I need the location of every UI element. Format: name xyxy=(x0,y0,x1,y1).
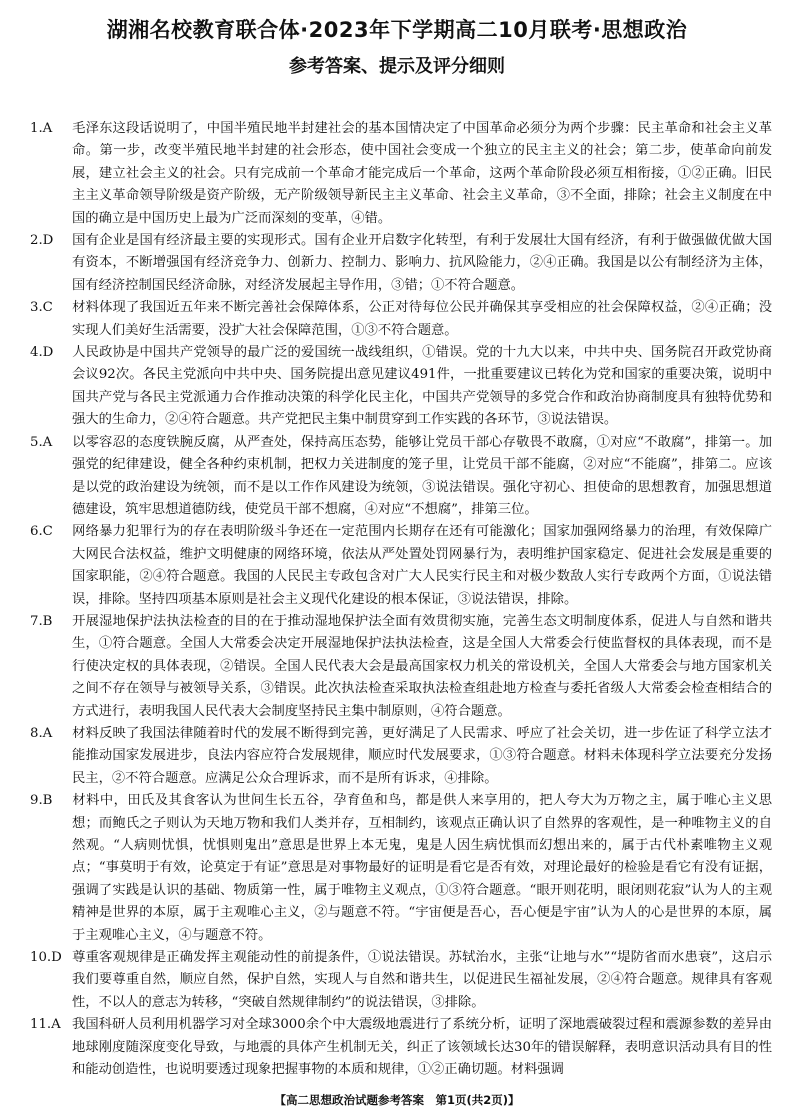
answer-number: 10.D xyxy=(30,950,62,966)
answer-item-3 xyxy=(30,297,772,342)
answer-item-1 xyxy=(30,118,772,230)
answer-explanation: 尊重客观规律是正确发挥主观能动性的前提条件，①说法错误。苏轼治水，主张“让地与水”“堤防省而水患衰”，这启示我们要尊重自然，顺应自然，保护自然，实现人与自然和谐共生，以促进民生福祉发展，②④符合题意。规律具有客观性，不以人的意志为转移，“突破自然规律制约”的说法错误，③排除。 xyxy=(72,950,772,1010)
answer-number: 2.D xyxy=(30,233,54,249)
answer-number: 11.A xyxy=(30,1017,61,1033)
answer-item-4 xyxy=(30,342,772,432)
answer-explanation: 毛泽东这段话说明了，中国半殖民地半封建社会的基本国情决定了中国革命必须分为两个步骤：民主革命和社会主义革命。第一步，改变半殖民地半封建的社会形态，使中国社会变成一个独立的民主主义的社会；第二步，使革命向前发展，建立社会主义的社会。只有完成前一个革命才能完成后一个革命，这两个革命阶段必须互相衔接，①②正确。旧民主主义革命领导阶级是资产阶级，无产阶级领导新民主主义革命、社会主义革命，③不全面，排除；社会主义制度在中国的确立是中国历史上最为广泛而深刻的变革，④错。 xyxy=(72,121,772,226)
answer-list xyxy=(30,118,772,1081)
answer-explanation: 材料中，田氏及其食客认为世间生长五谷，孕育鱼和鸟，都是供人来享用的，把人夸大为万物之主，属于唯心主义思想；而鲍氏之子则认为天地万物和我们人类并存，互相制约，该观点正确认识了自然界的客观性，是一种唯物主义的自然观。“人病则忧惧，忧惧则鬼出”意思是世界上本无鬼，鬼是人因生病忧惧而幻想出来的，属于古代朴素唯物主义观点；“事莫明于有效，论莫定于有证”意思是对事物最好的证明是看它是否有效，对理论最好的检验是看它有没有证据，强调了实践是认识的基础、物质第一性，属于唯物主义观点，①③符合题意。“眼开则花明，眼闭则花寂”认为人的主观精神是世界的本原，属于主观唯心主义，②与题意不符。“宇宙便是吾心，吾心便是宇宙”认为人的心是世界的本原，属于主观唯心主义，④与题意不符。 xyxy=(72,793,772,943)
answer-explanation: 材料反映了我国法律随着时代的发展不断得到完善，更好满足了人民需求、呼应了社会关切，进一步佐证了科学立法才能推动国家发展进步，良法内容应符合发展规律，顺应时代发展要求，①③符合题意。材料未体现科学立法要充分发扬民主，②不符合题意。应满足公众合理诉求，而不是所有诉求，④排除。 xyxy=(72,725,772,786)
answer-explanation: 开展湿地保护法执法检查的目的在于推动湿地保护法全面有效贯彻实施，完善生态文明制度体系，促进人与自然和谐共生，①符合题意。全国人大常委会决定开展湿地保护法执法检查，这是全国人大常委会行使监督权的具体表现，而不是行使决定权的具体表现，②错误。全国人民代表大会是最高国家权力机关的常设机关，全国人大常委会与地方国家机关之间不存在领导与被领导关系，③错误。此次执法检查采取执法检查组赴地方检查与委托省级人大常委会检查相结合的方式进行，表明我国人民代表大会制度坚持民主集中制原则，④符合题意。 xyxy=(72,613,772,719)
answer-explanation: 国有企业是国有经济最主要的实现形式。国有企业开启数字化转型，有利于发展壮大国有经济，有利于做强做优做大国有资本，不断增强国有经济竞争力、创新力、控制力、影响力、抗风险能力，②④正确。我国是以公有制经济为主体，国有经济控制国民经济命脉，对经济发展起主导作用，③错；①不符合题意。 xyxy=(72,233,772,293)
answer-explanation: 人民政协是中国共产党领导的最广泛的爱国统一战线组织，①错误。党的十九大以来，中共中央、国务院召开政党协商会议92次。各民主党派向中共中央、国务院提出意见建议491件，一批重要建议已转化为党和国家的重要决策，说明中国共产党与各民主党派通力合作推动决策的科学化民主化，中国共产党领导的多党合作和政治协商制度具有独特优势和强大的生命力，②④符合题意。共产党把民主集中制贯穿到工作实践的各环节，③说法错误。 xyxy=(72,345,772,428)
answer-item-11 xyxy=(30,1014,772,1081)
answer-number: 5.A xyxy=(30,434,53,450)
answer-number: 3.C xyxy=(30,300,53,316)
page-subtitle: 参考答案、提示及评分细则 xyxy=(289,56,505,77)
answer-item-6 xyxy=(30,521,772,611)
answer-explanation: 以零容忍的态度铁腕反腐，从严查处，保持高压态势，能够让党员干部心存敬畏不敢腐，①对应“不敢腐”，排第一。加强党的纪律建设，健全各种约束机制，把权力关进制度的笼子里，让党员干部不能腐，②对应“不能腐”，排第二。应该是以党的政治建设为统领，而不是以工作作风建设为统领，③说法错误。强化守初心、担使命的思想教育，加强思想道德建设，筑牢思想道德防线，使党员干部不想腐，④对应“不想腐”，排第三位。 xyxy=(72,434,772,517)
page-footer: 【高二思想政治试题参考答案 第1页(共2页)】 xyxy=(274,1093,520,1107)
answer-item-7 xyxy=(30,611,772,723)
answer-item-8 xyxy=(30,723,772,790)
answer-item-5 xyxy=(30,432,772,522)
page-title: 湖湘名校教育联合体·2023年下学期高二10月联考·思想政治 xyxy=(106,18,688,42)
answer-item-10 xyxy=(30,947,772,1014)
answer-item-9 xyxy=(30,790,772,947)
answer-number: 7.B xyxy=(30,613,53,629)
answer-number: 1.A xyxy=(30,121,53,136)
answer-number: 6.C xyxy=(30,524,53,540)
answer-explanation: 网络暴力犯罪行为的存在表明阶级斗争还在一定范围内长期存在还有可能激化；国家加强网络暴力的治理，有效保障广大网民合法权益，维护文明健康的网络环境，依法从严处置处罚网暴行为，表明维护国家稳定、促进社会发展是重要的国家职能，②④符合题意。我国的人民民主专政包含对广大人民实行民主和对极少数敌人实行专政两个方面，①说法错误，排除。坚持四项基本原则是社会主义现代化建设的根本保证，③说法错误，排除。 xyxy=(72,524,772,607)
answer-item-2 xyxy=(30,230,772,297)
answer-number: 8.A xyxy=(30,725,53,741)
answer-number: 4.D xyxy=(30,345,54,361)
answer-number: 9.B xyxy=(30,793,53,809)
answer-explanation: 我国科研人员利用机器学习对全球3000余个中大震级地震进行了系统分析，证明了深地震破裂过程和震源参数的差异由地球刚度随深度变化导致，与地震的具体产生机制无关，纠正了该领域长达30年的错误解释，表明意识活动具有目的性和能动创造性，也说明要透过现象把握事物的本质和规律，①②正确切题。材料强调 xyxy=(72,1017,772,1078)
answer-explanation: 材料体现了我国近五年来不断完善社会保障体系，公正对待每位公民并确保其享受相应的社会保障权益，②④正确；没实现人们美好生活需要，没扩大社会保障范围，①③不符合题意。 xyxy=(72,300,772,338)
